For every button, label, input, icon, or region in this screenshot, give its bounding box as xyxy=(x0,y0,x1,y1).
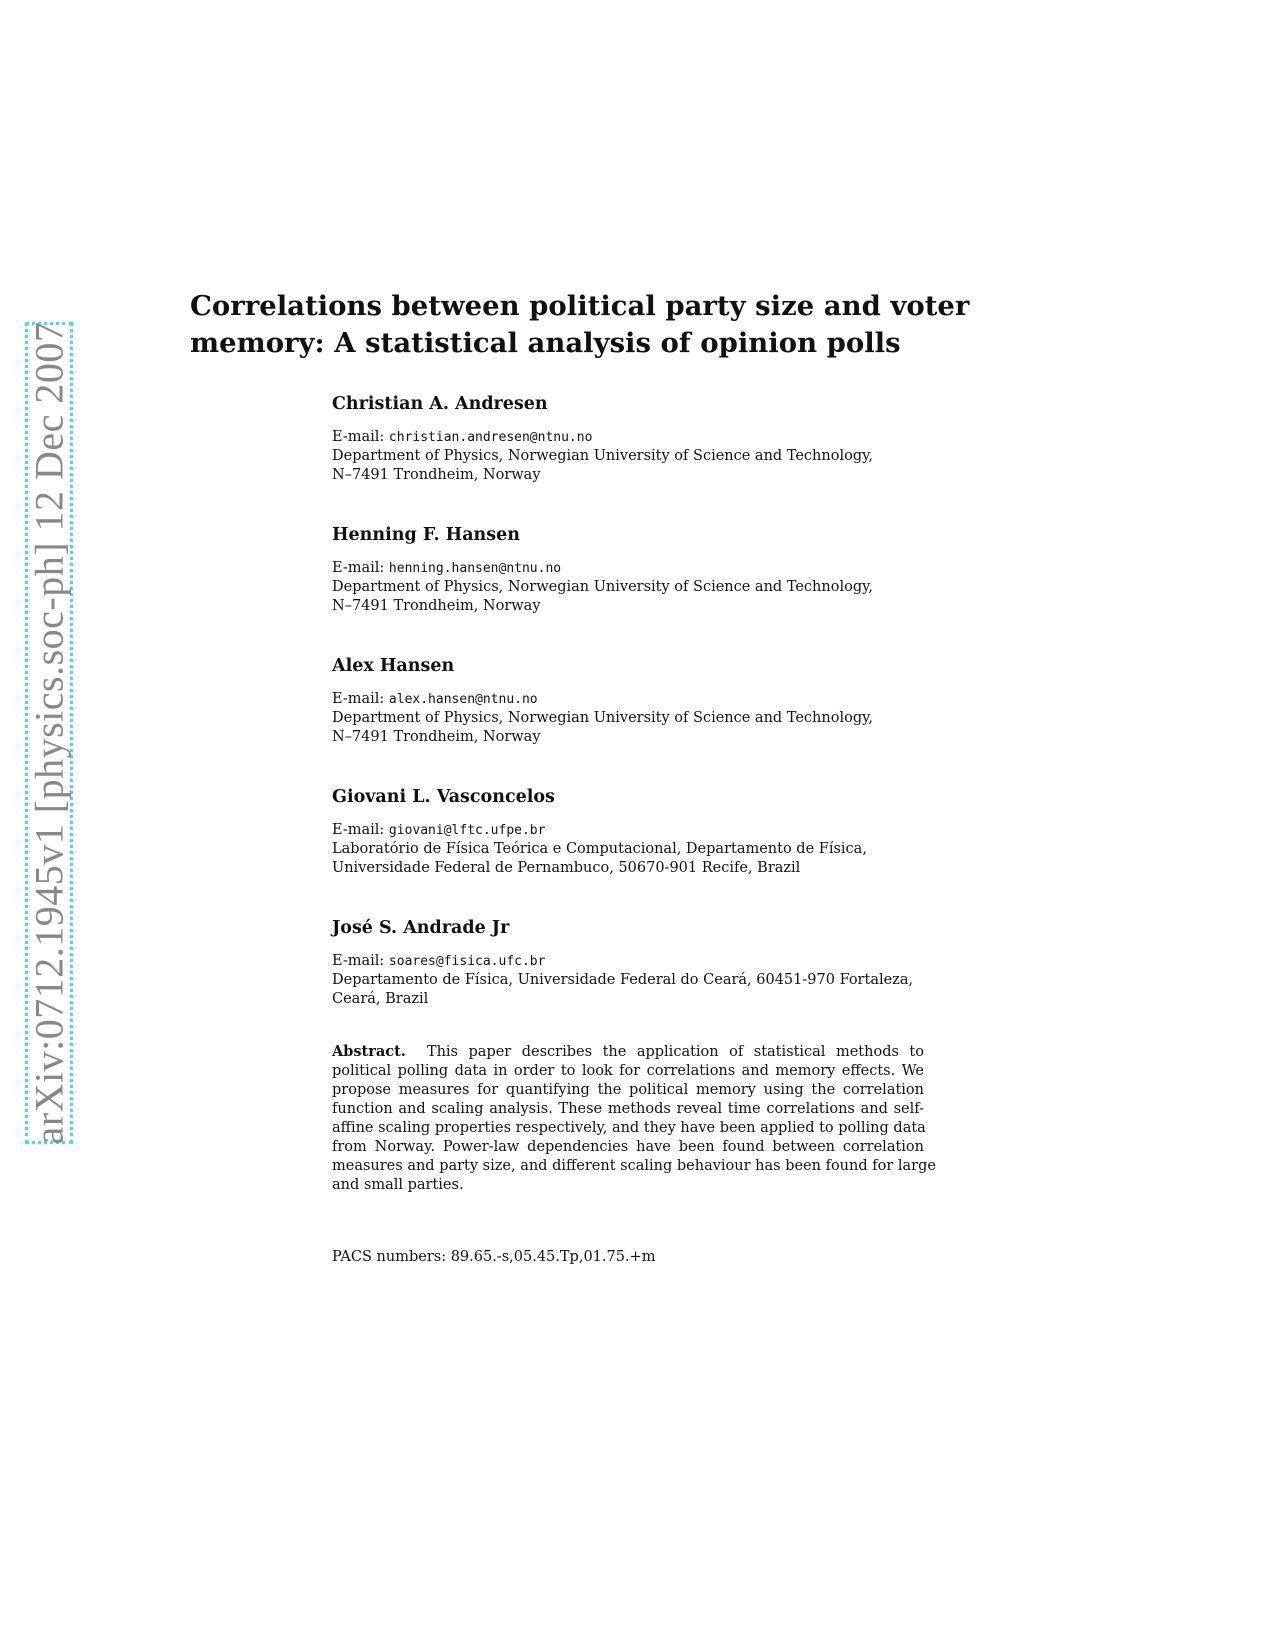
email-line xyxy=(332,821,932,840)
affiliation-line: Department of Physics, Norwegian University of Science and Technology, xyxy=(332,710,873,726)
email-line xyxy=(332,952,932,971)
abstract xyxy=(332,1042,936,1195)
email-label: E-mail: xyxy=(332,429,389,445)
author-block xyxy=(332,393,932,485)
abstract-label: Abstract. xyxy=(332,1043,406,1060)
author-name: Alex Hansen xyxy=(332,656,455,676)
author-block xyxy=(332,917,932,1009)
abstract-line: measures and party size, and different scaling behaviour has been found for large xyxy=(332,1158,936,1174)
author-email[interactable]: henning.hansen@ntnu.no xyxy=(388,561,562,576)
author-email[interactable]: alex.hansen@ntnu.no xyxy=(388,692,538,707)
abstract-line: from Norway. Power-law dependencies have been found between correlation xyxy=(332,1139,924,1155)
author-name: José S. Andrade Jr xyxy=(332,918,510,938)
abstract-line xyxy=(332,1042,924,1062)
affiliation-line: Departamento de Física, Universidade Federal do Ceará, 60451-970 Fortaleza, xyxy=(332,972,914,988)
pacs-numbers: PACS numbers: 89.65.-s,05.45.Tp,01.75.+m xyxy=(332,1249,656,1265)
abstract-line: function and scaling analysis. These methods reveal time correlations and self- xyxy=(332,1101,924,1117)
author-email[interactable]: giovani@lftc.ufpe.br xyxy=(388,823,546,838)
affiliation-line: Department of Physics, Norwegian University of Science and Technology, xyxy=(332,579,873,595)
author-email[interactable]: christian.andresen@ntnu.no xyxy=(388,430,593,445)
title-line: memory: A statistical analysis of opinion polls xyxy=(190,327,901,359)
affiliation-line: Department of Physics, Norwegian University of Science and Technology, xyxy=(332,448,873,464)
author-block xyxy=(332,655,932,747)
author-name: Henning F. Hansen xyxy=(332,525,520,545)
affiliation-line: Ceará, Brazil xyxy=(332,991,429,1007)
affiliation-line: N–7491 Trondheim, Norway xyxy=(332,598,541,614)
author-email[interactable]: soares@fisica.ufc.br xyxy=(388,954,546,969)
email-label: E-mail: xyxy=(332,691,389,707)
email-line xyxy=(332,559,932,578)
affiliation-line: N–7491 Trondheim, Norway xyxy=(332,729,541,745)
abstract-line: and small parties. xyxy=(332,1177,464,1193)
arxiv-identifier: arXiv:0712.1945v1 [physics.soc-ph] 12 Dec 2007 xyxy=(26,321,72,1145)
affiliation-line: N–7491 Trondheim, Norway xyxy=(332,467,541,483)
affiliation-line: Universidade Federal de Pernambuco, 50670-901 Recife, Brazil xyxy=(332,860,801,876)
email-label: E-mail: xyxy=(332,560,389,576)
abstract-line: political polling data in order to look for correlations and memory effects. We xyxy=(332,1063,924,1079)
paper-title xyxy=(190,288,969,362)
email-line xyxy=(332,690,932,709)
arxiv-stamp xyxy=(25,322,73,1144)
title-line: Correlations between political party size and voter xyxy=(190,290,970,322)
abstract-line: propose measures for quantifying the political memory using the correlation xyxy=(332,1082,924,1098)
affiliation-line: Laboratório de Física Teórica e Computacional, Departamento de Física, xyxy=(332,841,867,857)
email-label: E-mail: xyxy=(332,822,389,838)
email-line xyxy=(332,428,932,447)
author-name: Christian A. Andresen xyxy=(332,394,548,414)
author-block xyxy=(332,524,932,616)
author-name: Giovani L. Vasconcelos xyxy=(332,787,555,807)
abstract-line: affine scaling properties respectively, and they have been applied to polling data xyxy=(332,1120,926,1136)
abstract-text: This paper describes the application of statistical methods to xyxy=(426,1044,924,1060)
author-block xyxy=(332,786,932,878)
email-label: E-mail: xyxy=(332,953,389,969)
